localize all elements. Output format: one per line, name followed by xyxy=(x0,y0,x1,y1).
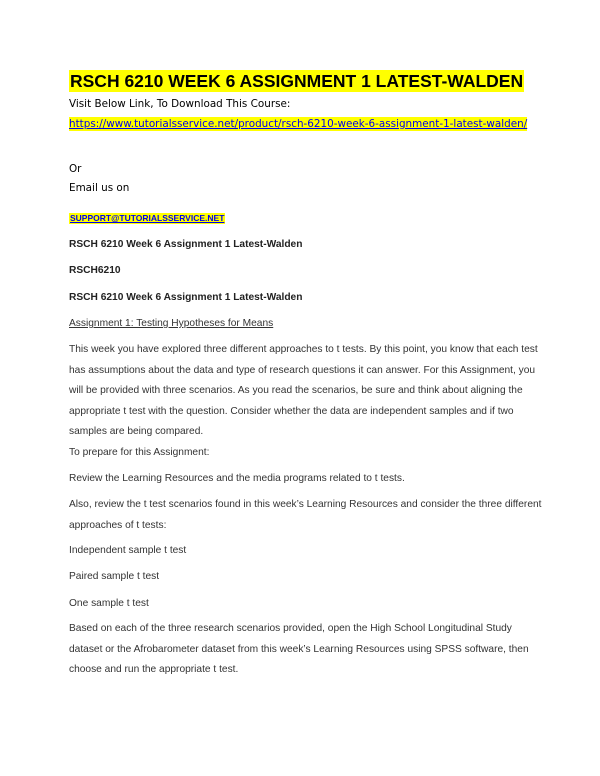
intro-paragraph xyxy=(69,340,539,443)
based-line: dataset or the Afrobarometer dataset from this week’s Learning Resources using SPSS software, then xyxy=(69,643,529,655)
intro-line: has assumptions about the data and type of research questions it can answer. For this Assignment, you xyxy=(69,364,536,376)
also-review-line: approaches of t tests: xyxy=(69,519,167,531)
visit-text: Visit Below Link, To Download This Course: xyxy=(69,98,291,110)
based-line: choose and run the appropriate t test. xyxy=(69,664,239,675)
support-email-link[interactable]: SUPPORT@TUTORIALSSERVICE.NET xyxy=(70,213,225,223)
test-type-one-sample: One sample t test xyxy=(69,598,149,609)
heading-2: RSCH 6210 Week 6 Assignment 1 Latest-Walden xyxy=(69,292,303,303)
course-download-link[interactable]: https://www.tutorialsservice.net/product/rsch-6210-week-6-assignment-1-latest-walden/ xyxy=(69,118,528,130)
prepare-text: To prepare for this Assignment: xyxy=(69,447,210,458)
assignment-title: Assignment 1: Testing Hypotheses for Means xyxy=(69,318,274,329)
course-code: RSCH6210 xyxy=(69,265,121,276)
intro-line: samples are being compared. xyxy=(69,426,204,437)
or-text: Or xyxy=(69,163,82,175)
also-review-line: Also, review the t test scenarios found in this week’s Learning Resources and consider the three different xyxy=(69,499,542,510)
based-paragraph xyxy=(69,619,539,681)
test-type-independent: Independent sample t test xyxy=(69,545,187,556)
email-label: Email us on xyxy=(69,182,130,194)
intro-line: appropriate t test with the question. Consider whether the data are independent samples and if two xyxy=(69,405,514,417)
also-review-paragraph xyxy=(69,495,542,536)
intro-line: This week you have explored three different approaches to t tests. By this point, you know that each test xyxy=(69,344,538,355)
intro-line: will be provided with three scenarios. As you read the scenarios, be sure and think about aligning the xyxy=(69,385,523,396)
review-text: Review the Learning Resources and the media programs related to t tests. xyxy=(69,473,405,484)
based-line: Based on each of the three research scenarios provided, open the High School Longitudinal Study xyxy=(69,623,512,634)
test-type-paired: Paired sample t test xyxy=(69,571,160,582)
heading-1: RSCH 6210 Week 6 Assignment 1 Latest-Walden xyxy=(69,239,303,250)
page-title: RSCH 6210 WEEK 6 ASSIGNMENT 1 LATEST-WALDEN xyxy=(70,71,524,91)
